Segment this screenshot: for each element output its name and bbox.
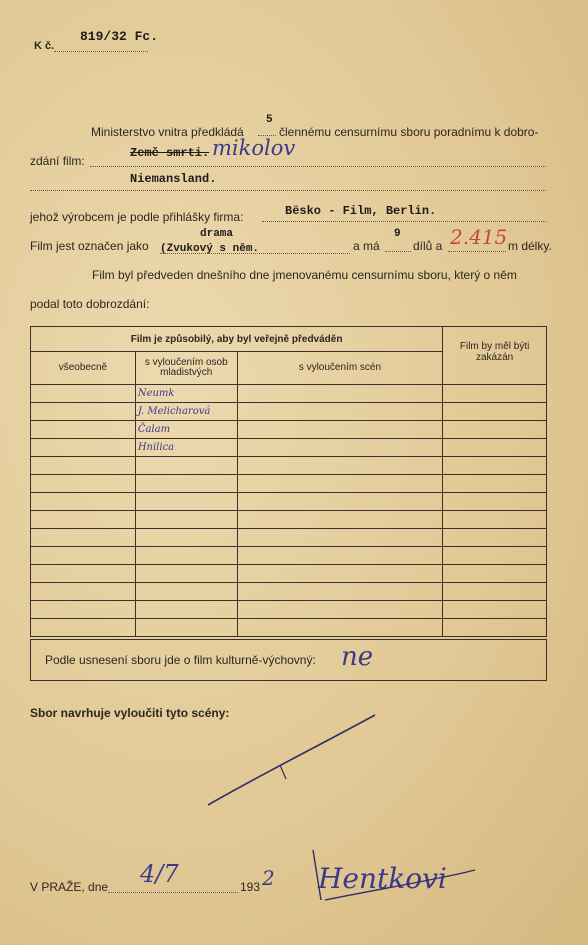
table-row — [31, 601, 547, 619]
film-title-handwritten: mikolov — [212, 136, 296, 160]
table-row — [31, 547, 547, 565]
kc-label: K č. — [34, 40, 55, 52]
culture-label: Podle usnesení sboru jde o film kulturně-výchovný: — [45, 653, 316, 667]
table-row — [31, 385, 547, 403]
intro-line1-b: člennému censurnímu sboru poradnímu k dobro- — [279, 125, 539, 139]
signature-cell: Neumk — [135, 385, 237, 403]
intro-line1-a: Ministerstvo vnitra předkládá — [91, 125, 244, 139]
strike-line — [200, 705, 390, 815]
film-title-czech: Země smrti. — [130, 146, 210, 160]
kc-value: 819/32 Fc. — [80, 29, 159, 44]
genre-top: drama — [200, 228, 234, 240]
table-header-main: Film je způsobilý, aby byl veřejně předváděn — [31, 327, 443, 352]
signature-cell: Čalam — [135, 421, 237, 439]
film-length: 2.415 — [450, 225, 508, 249]
film-label: zdání film: — [30, 154, 85, 168]
signature-cell: Hnilica — [135, 439, 237, 457]
col-general: všeobecně — [31, 352, 136, 385]
table-row — [31, 493, 547, 511]
table-row — [31, 511, 547, 529]
table-row — [31, 529, 547, 547]
table-row — [31, 439, 547, 457]
verdict-table — [30, 326, 547, 637]
genre-bottom: (Zvukový s něm. — [160, 243, 260, 255]
members-count: 5 — [266, 114, 273, 126]
classification-label: Film jest označen jako — [30, 239, 149, 253]
culture-value: ne — [341, 642, 374, 672]
screening-line1: Film byl předveden dnešního dne jmenovanému censurnímu sboru, který o něm — [92, 268, 517, 282]
producer-value: Bësko - Film, Berlin. — [285, 204, 437, 218]
producer-label: jehož výrobcem je podle přihlášky firma: — [30, 210, 244, 224]
table-row — [31, 403, 547, 421]
table-row — [31, 421, 547, 439]
table-row — [31, 457, 547, 475]
year-suffix: 2 — [262, 866, 275, 890]
table-row — [31, 619, 547, 637]
signature: Hentkovi — [318, 862, 447, 895]
year-prefix: 193 — [240, 880, 261, 894]
table-row — [31, 475, 547, 493]
place-label: V PRAŽE, dne — [30, 880, 109, 894]
parts-label: a má — [353, 239, 380, 253]
col-excluding-minors: s vyloučením osob mladistvých — [135, 352, 237, 385]
parts-unit: dílů a — [413, 239, 443, 253]
date-value: 4/7 — [140, 860, 179, 888]
table-row — [31, 565, 547, 583]
table-header-banned: Film by měl býti zakázán — [443, 327, 547, 385]
col-excluding-scenes: s vyloučením scén — [237, 352, 443, 385]
length-unit: m délky. — [508, 239, 552, 253]
table-row — [31, 583, 547, 601]
film-title-original: Niemansland. — [130, 172, 217, 186]
scenes-label: Sbor navrhuje vyloučiti tyto scény: — [30, 706, 230, 720]
screening-line2: podal toto dobrozdání: — [30, 297, 150, 311]
signature-flourish — [305, 848, 485, 908]
parts-count: 9 — [394, 228, 401, 240]
signature-cell: J. Melicharová — [135, 403, 237, 421]
culture-box — [30, 639, 547, 681]
